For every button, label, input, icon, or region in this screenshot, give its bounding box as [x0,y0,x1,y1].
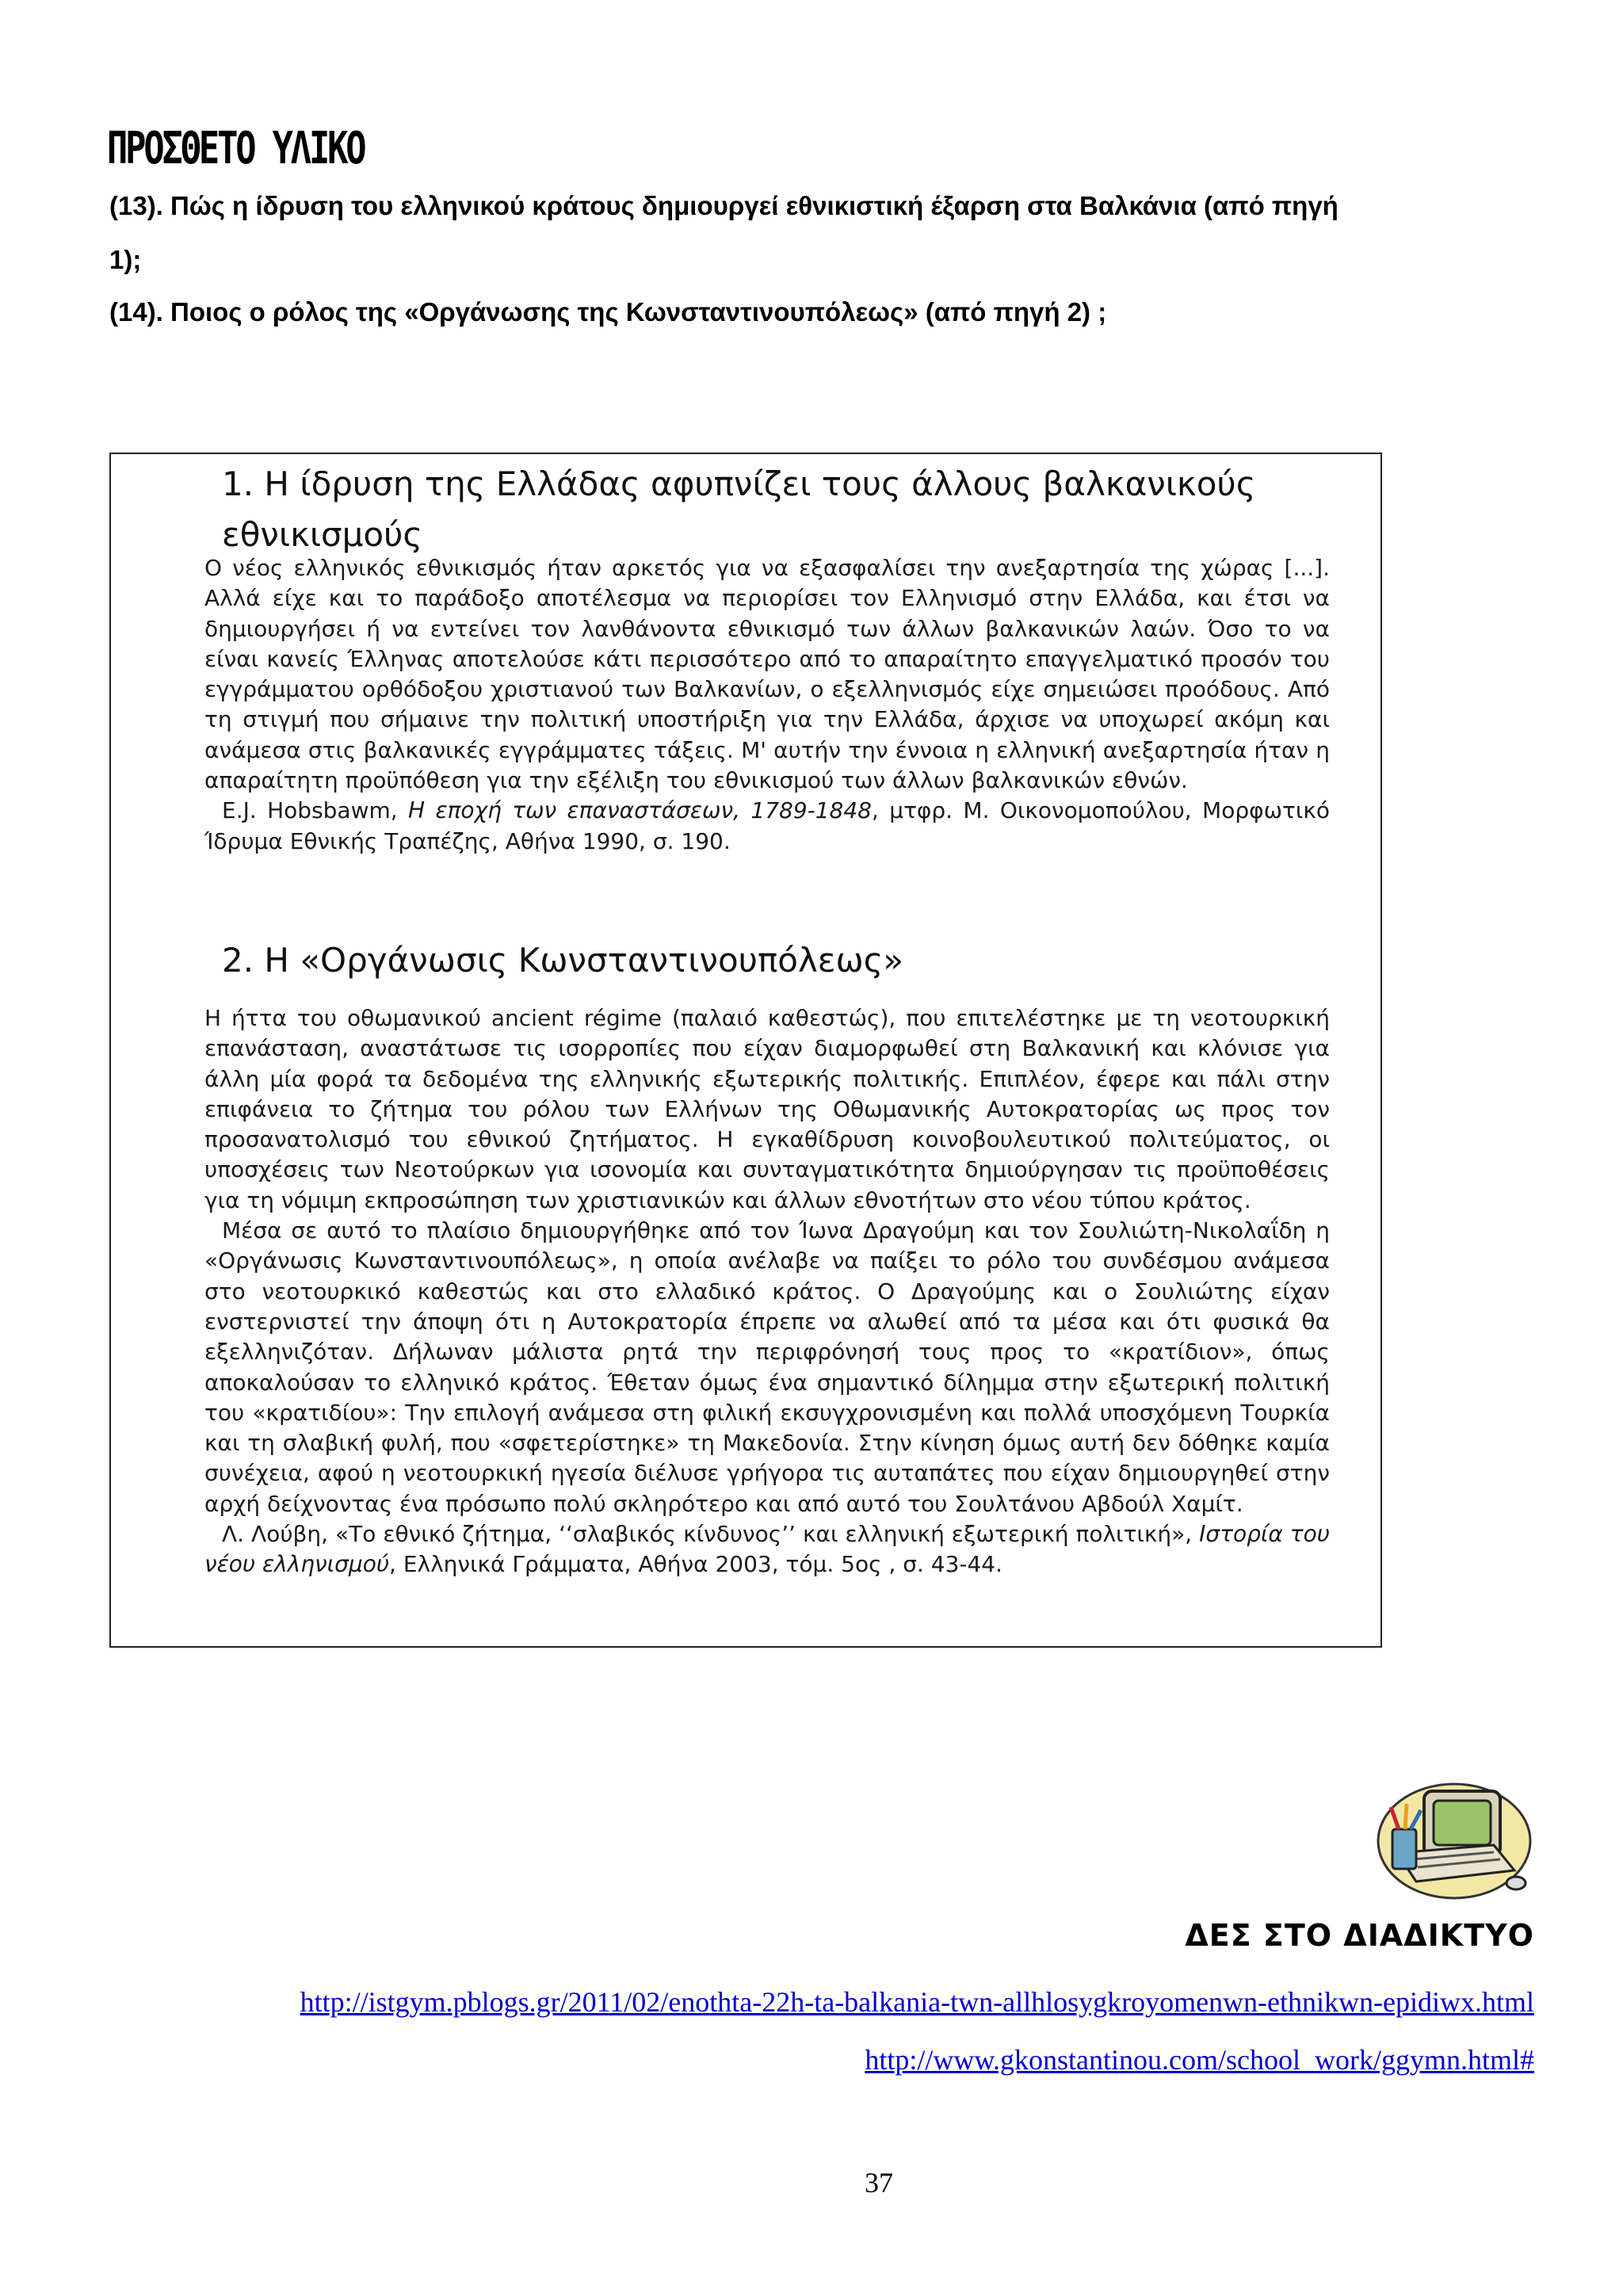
question-13: (13). Πώς η ίδρυση του ελληνικού κράτους δημιουργεί εθνικιστική έξαρση στα Βαλκάνια (από πηγή [109,191,1338,220]
source-2-cite-author: Λ. Λούβη, «Το εθνικό ζήτημα, ‘‘σλαβικός κίνδυνος’’ και ελληνική εξωτερική πολιτική», [222,1521,1200,1548]
source-2-cite-work: Ιστορία του νέου ελληνισμού [204,1521,1330,1578]
source-2-paragraph-1: Η ήττα του οθωμανικού ancient régime (παλαιό καθεστώς), που επιτελέστηκε με τη νεοτουρκική επανάσταση, αναστάτωσε τις ισορροπίες που είχαν διαμορφωθεί στη Βαλκανική και κλόνισε για άλλη μία φορά τα δεδομένα της ελληνικής εξωτερικής πολιτικής. Επιπλέον, έφερε και πάλι στην επιφάνεια το ζήτημα του ρόλου των Ελλήνων της Οθωμανικής Αυτοκρατορίας ως προς τον προσανατολισμό του εθνικού ζητήματος. Η εγκαθίδρυση κοινοβουλευτικού πολιτεύματος, οι υποσχέσεις των Νεοτούρκων για ισονομία και συνταγματικότητα δημιούργησαν τις προϋποθέσεις για τη νόμιμη εκπροσώπηση των χριστιανικών και άλλων εθνοτήτων στο νέου τύπου κράτος. [204,1005,1330,1213]
source-2-citation [204,1519,1330,1580]
sources-box [109,453,1382,1648]
source-2-title: 2. Η «Οργάνωσις Κωνσταντινουπόλεως» [222,941,904,980]
source-1-text [204,553,1330,857]
source-1-cite-rest: , μτφρ. Μ. Οικονομοπούλου, Μορφωτικό Ίδρυμα Εθνικής Τραπέζης, Αθήνα 1990, σ. 190. [204,797,1331,854]
internet-link-2[interactable]: http://www.gkonstantinou.com/school_work/ggymn.html# [865,2044,1534,2076]
source-1-cite-work: Η εποχή των επαναστάσεων, 1789-1848 [408,797,872,824]
source-1-title: 1. Η ίδρυση της Ελλάδας αφυπνίζει τους άλλους βαλκανικούς εθνικισμούς [222,464,1256,554]
computer-clipart-icon [1375,1774,1533,1904]
source-2-text [204,1003,1330,1580]
internet-heading: ΔΕΣ ΣΤΟ ΔΙΑΔΙΚΤΥΟ [1185,1918,1534,1953]
page-number: 37 [865,2167,893,2199]
question-14: (14). Ποιος ο ρόλος της «Οργάνωσης της Κωνσταντινουπόλεως» (από πηγή 2) ; [109,297,1107,327]
source-1-cite-author: E.J. Hobsbawm, [222,797,409,824]
source-2-cite-rest: , Ελληνικά Γράμματα, Αθήνα 2003, τόμ. 5ος , σ. 43-44. [389,1551,1003,1578]
source-2-paragraph-2: Μέσα σε αυτό το πλαίσιο δημιουργήθηκε από τον Ίωνα Δραγούμη και τον Σουλιώτη-Νικολαΐδη η «Οργάνωσις Κωνσταντινουπόλεως», η οποία ανέλαβε να παίξει το ρόλο του συνδέσμου ανάμεσα στο νεοτουρκικό καθεστώς και στο ελλαδικό κράτος. Ο Δραγούμης και ο Σουλιώτης είχαν ενστερνιστεί την άποψη ότι η Αυτοκρατορία έπρεπε να αλωθεί από τα μέσα και ότι φυσικά θα εξελληνιζόταν. Δήλωναν μάλιστα ρητά την περιφρόνησή τους προς το «κρατίδιον», όπως αποκαλούσαν το ελληνικό κράτος. Έθεταν όμως ένα σημαντικό δίλημμα στην εξωτερική πολιτική του «κρατιδίου»: Την επιλογή ανάμεσα στη φιλική εκσυγχρονισμένη και πολλά υποσχόμενη Τουρκία και τη σλαβική φυλή, που «σφετερίστηκε» τη Μακεδονία. Στην κίνηση όμως αυτή δεν δόθηκε καμία συνέχεια, αφού η νεοτουρκική ηγεσία διέλυσε γρήγορα τις αυταπάτες που είχαν δημιουργηθεί στην αρχή δείχνοντας ένα πρόσωπο πολύ σκληρότερο και από αυτό του Σουλτάνου Αβδούλ Χαμίτ. [204,1217,1330,1517]
source-1-body: Ο νέος ελληνικός εθνικισμός ήταν αρκετός για να εξασφαλίσει την ανεξαρτησία της χώρας [...]. Αλλά είχε και το παράδοξο αποτέλεσμα να περιορίσει τον Ελληνισμό στην Ελλάδα, και έτσι να δημιουργήσει ή να εντείνει τον λανθάνοντα εθνικισμό των άλλων βαλκανικών λαών. Όσο το να είναι κανείς Έλληνας αποτελούσε κάτι περισσότερο από το απαραίτητο επαγγελματικό προσόν του εγγράμματου ορθόδοξου χριστιανού των Βαλκανίων, ο εξελληνισμός είχε σημειώσει προόδους. Από τη στιγμή που σήμαινε την πολιτική υποστήριξη για την Ελλάδα, άρχισε να υποχωρεί ακόμη και ανάμεσα στις βαλκανικές εγγράμματες τάξεις. Μ' αυτήν την έννοια η ελληνική ανεξαρτησία ήταν η απαραίτητη προϋπόθεση για την εξέλιξη του εθνικισμού των άλλων βαλκανικών εθνών. [204,555,1330,794]
source-1-citation [204,796,1330,857]
question-13-continuation: 1); [109,245,142,274]
internet-link-1[interactable]: http://istgym.pblogs.gr/2011/02/enothta-22h-ta-balkania-twn-allhlosygkroyomenwn-ethnikwn-epidiwx.html [300,1986,1534,2018]
page-heading: ΠΡΟΣΘΕΤΟ ΥΛΙΚΟ [107,123,365,174]
